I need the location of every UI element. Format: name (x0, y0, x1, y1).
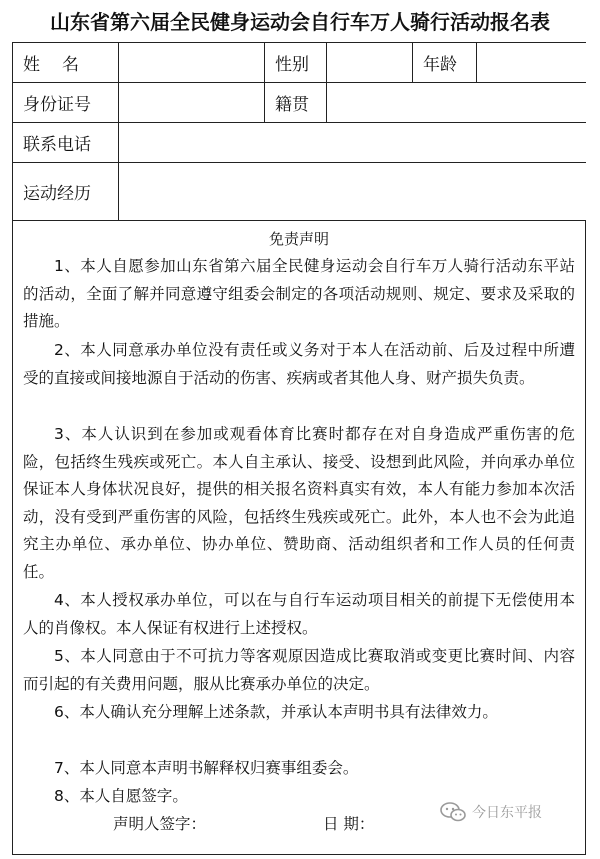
gender-label: 性别 (265, 43, 327, 82)
watermark (440, 802, 542, 822)
disclaimer-item-2: 2、本人同意承办单位没有责任或义务对于本人在活动前、后及过程中所遭受的直接或间接地源自于活动的伤害、疾病或者其他人身、财产损失负责。 (23, 341, 575, 387)
disclaimer-item-3: 3、本人认识到在参加或观看体育比赛时都存在对自身造成严重伤害的危险，包括终生残疾或死亡。本人自主承认、接受、设想到此风险，并向承办单位保证本人身体状况良好，提供的相关报名资料真实有效，本人有能力参加本次活动，没有受到严重伤害的风险，包括终生残疾或死亡。此外，本人也不会为此追究主办单位、承办单位、协办单位、赞助商、活动组织者和工作人员的任何责任。 (23, 425, 575, 581)
watermark-text: 今日东平报 (472, 805, 542, 821)
name-label: 姓名 (13, 43, 119, 82)
disclaimer-item-6: 6、本人确认充分理解上述条款，并承认本声明书具有法律效力。 (54, 703, 498, 721)
experience-label: 运动经历 (13, 163, 119, 220)
row-id (13, 83, 585, 123)
native-place-field[interactable] (327, 83, 587, 122)
gender-field[interactable] (327, 43, 413, 82)
wechat-icon (440, 802, 466, 822)
row-phone (13, 123, 585, 163)
signer-label: 声明人签字： (113, 815, 207, 833)
experience-field[interactable] (119, 163, 587, 220)
phone-field[interactable] (119, 123, 587, 162)
age-label: 年龄 (413, 43, 477, 82)
id-field[interactable] (119, 83, 265, 122)
disclaimer-item-8: 8、本人自愿签字。 (54, 787, 188, 805)
phone-label: 联系电话 (13, 123, 119, 162)
row-experience (13, 163, 585, 221)
native-place-label: 籍贯 (265, 83, 327, 122)
date-label: 日 期： (323, 815, 375, 833)
age-field[interactable] (477, 43, 587, 82)
disclaimer-item-5: 5、本人同意由于不可抗力等客观原因造成比赛取消或变更比赛时间、内容而引起的有关费用问题，服从比赛承办单位的决定。 (23, 647, 575, 693)
disclaimer-section (13, 221, 585, 854)
row-name (13, 43, 585, 83)
name-field[interactable] (119, 43, 265, 82)
disclaimer-item-7: 7、本人同意本声明书解释权归赛事组委会。 (54, 759, 359, 777)
form-title: 山东省第六届全民健身运动会自行车万人骑行活动报名表 (50, 10, 550, 34)
disclaimer-item-4: 4、本人授权承办单位，可以在与自行车运动项目相关的前提下无偿使用本人的肖像权。本人保证有权进行上述授权。 (23, 591, 575, 637)
disclaimer-item-1: 1、本人自愿参加山东省第六届全民健身运动会自行车万人骑行活动东平站的活动，全面了解并同意遵守组委会制定的各项活动规则、规定、要求及采取的措施。 (23, 257, 575, 330)
id-label: 身份证号 (13, 83, 119, 122)
disclaimer-title: 免责声明 (268, 230, 329, 248)
registration-form (12, 42, 586, 855)
